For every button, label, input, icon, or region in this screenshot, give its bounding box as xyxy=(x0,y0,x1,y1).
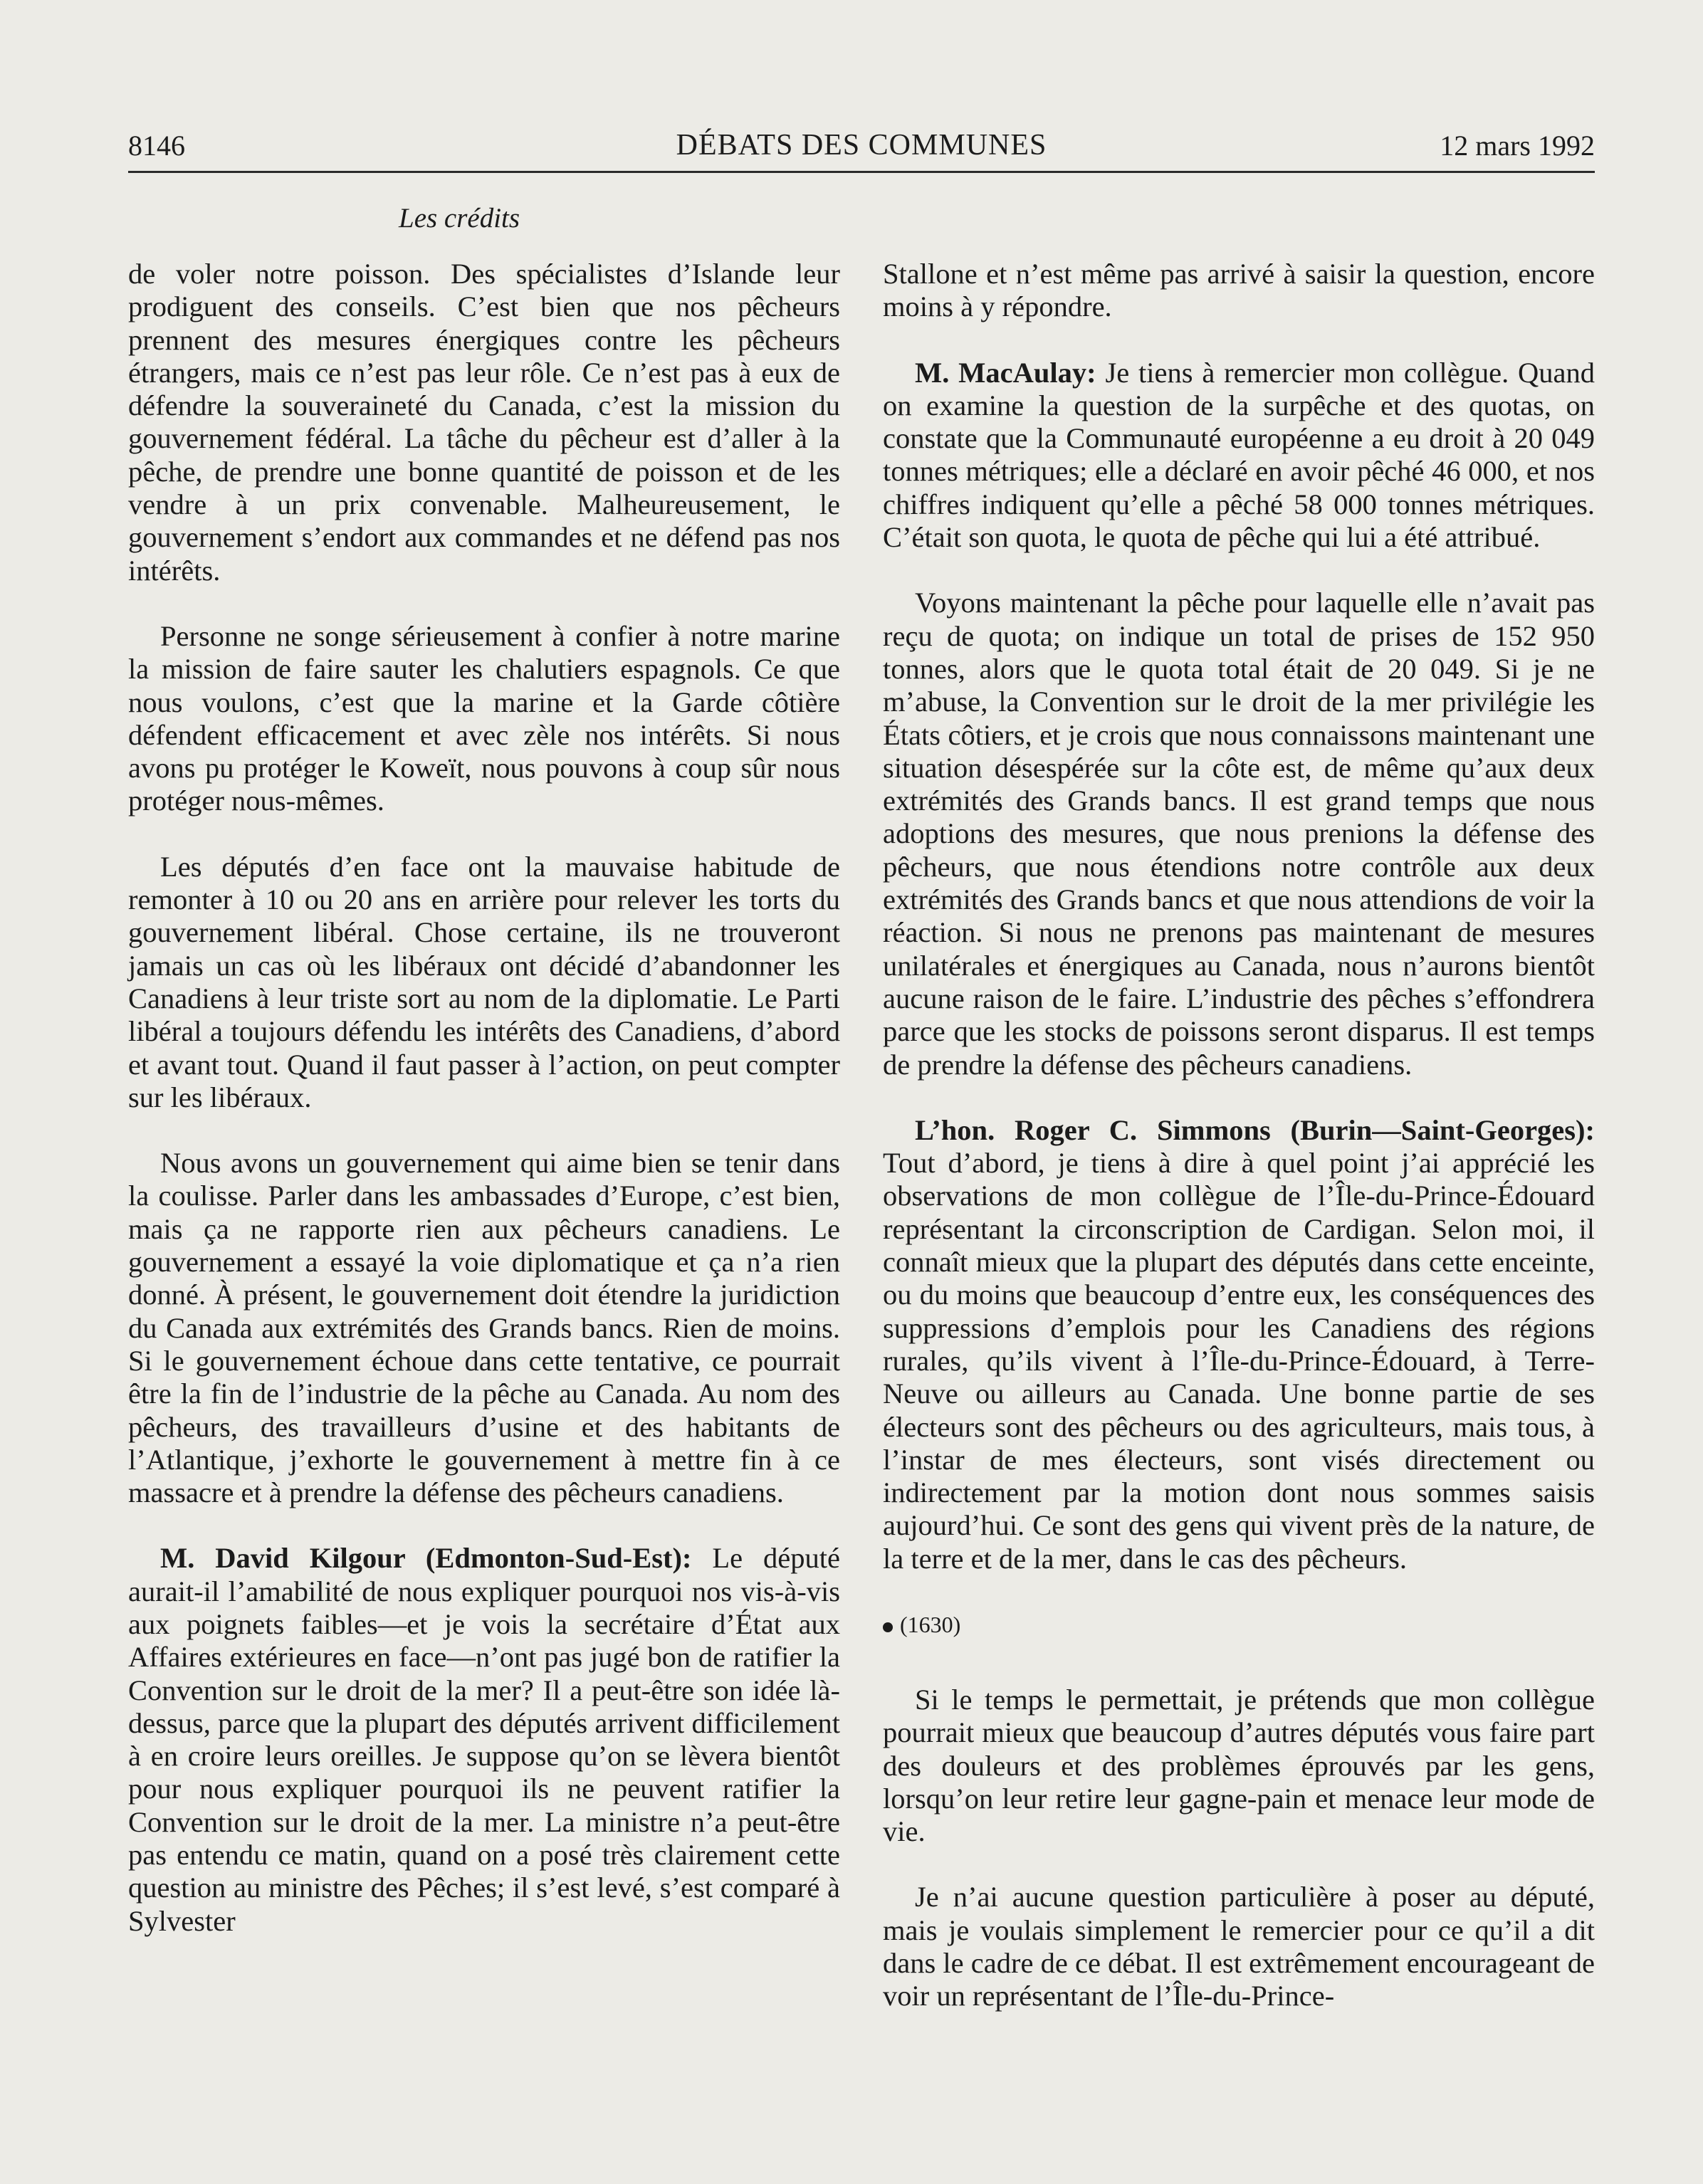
header-rule xyxy=(128,171,1595,173)
running-title: Les crédits xyxy=(399,203,520,233)
speaker-name: L’hon. Roger C. Simmons (Burin—Saint-Georges): xyxy=(915,1113,1595,1146)
paragraph: Si le temps le permettait, je prétends que mon collègue pourrait mieux que beaucoup d’autres députés vous faire part des douleurs et des problèmes éprouvés par les gens, lorsqu’on leur retire leur gagne-pain et menace leur mode de vie. xyxy=(883,1683,1595,1848)
page-header xyxy=(128,127,1595,168)
speech-text: Tout d’abord, je tiens à dire à quel point j’ai apprécié les observations de mon collègue de l’Île-du-Prince-Édouard représentant la circonscription de Cardigan. Selon moi, il connaît mieux que la plupart des députés dans cette enceinte, ou du moins que beaucoup d’entre eux, les conséquences des suppressions d’emplois pour les Canadiens des régions rurales, qu’ils vivent à l’Île-du-Prince-Édouard, à Terre-Neuve ou ailleurs au Canada. Une bonne partie de ses électeurs sont des pêcheurs ou des agriculteurs, mais tous, à l’instar de mes électeurs, sont visés directement ou indirectement par la motion dont nous sommes saisis aujourd’hui. Ce sont des gens qui vivent près de la nature, de la terre et de la mer, dans le cas des pêcheurs. xyxy=(883,1147,1595,1575)
right-column xyxy=(883,258,1595,2013)
paragraph: Personne ne songe sérieusement à confier à notre marine la mission de faire sauter les chalutiers espagnols. Ce que nous voulons, c’est que la marine et la Garde côtière défendent efficacement et avec zèle nos intérêts. Si nous avons pu protéger le Koweït, nous pouvons à coup sûr nous protéger nous-mêmes. xyxy=(128,619,840,817)
speaker-name: M. MacAulay: xyxy=(915,356,1096,389)
bullet-icon xyxy=(883,1622,893,1632)
paragraph xyxy=(128,1542,840,1938)
paragraph: de voler notre poisson. Des spécialistes d’Islande leur prodiguent des conseils. C’est bien que nos pêcheurs prennent des mesures énergiques contre les pêcheurs étrangers, mais ce n’est pas leur rôle. Ce n’est pas à eux de défendre la souveraineté du Canada, c’est la mission du gouvernement fédéral. La tâche du pêcheur est d’aller à la pêche, de prendre une bonne quantité de poisson et de les vendre à un prix convenable. Malheureusement, le gouvernement s’endort aux commandes et ne défend pas nos intérêts. xyxy=(128,258,840,587)
paragraph: Je n’ai aucune question particulière à poser au député, mais je voulais simplement le remercier pour ce qu’il a dit dans le cadre de ce débat. Il est extrêmement encourageant de voir un représentant de l’Île-du-Prince- xyxy=(883,1881,1595,2012)
time-marker xyxy=(883,1608,1595,1641)
time-marker-text: (1630) xyxy=(900,1611,961,1637)
paragraph: Voyons maintenant la pêche pour laquelle elle n’avait pas reçu de quota; on indique un total de prises de 152 950 tonnes, alors que le quota total était de 20 049. Si je ne m’abuse, la Convention sur le droit de la mer privilégie les États côtiers, et je crois que nous connaissons maintenant une situation désespérée sur la côte est, de même qu’aux deux extrémités des Grands bancs. Il est grand temps que nous adoptions des mesures, que nous prenions la défense des pêcheurs, que nous étendions notre contrôle aux deux extrémités des Grands bancs et que nous attendions de voir la réaction. Si nous ne prenons pas maintenant de mesures unilatérales et énergiques au Canada, nous n’aurons bientôt aucune raison de le faire. L’industrie des pêches s’effondrera parce que les stocks de poissons seront disparus. Il est temps de prendre la défense des pêcheurs canadiens. xyxy=(883,587,1595,1081)
speech-text: Le député aurait-il l’amabilité de nous expliquer pourquoi nos vis-à-vis aux poignets faibles—et je vois la secrétaire d’État aux Affaires extérieures en face—n’ont pas jugé bon de ratifier la Convention sur le droit de la mer? Il a peut-être son idée là-dessus, parce que la plupart des députés arrivent difficilement à en croire leurs oreilles. Je suppose qu’on se lèvera bientôt pour nous expliquer pourquoi ils ne peuvent ratifier la Convention sur le droit de la mer. La ministre n’a peut-être pas entendu ce matin, quand on a posé très clairement cette question au ministre des Pêches; il s’est levé, s’est comparé à Sylvester xyxy=(128,1542,840,1937)
paragraph xyxy=(883,357,1595,555)
paragraph xyxy=(883,1114,1595,1575)
page-number: 8146 xyxy=(128,130,185,162)
journal-title: DÉBATS DES COMMUNES xyxy=(676,129,1047,162)
paragraph: Stallone et n’est même pas arrivé à saisir la question, encore moins à y répondre. xyxy=(883,258,1595,323)
page-date: 12 mars 1992 xyxy=(1440,130,1595,162)
paragraph: Nous avons un gouvernement qui aime bien se tenir dans la coulisse. Parler dans les ambassades d’Europe, c’est bien, mais ça ne rapporte rien aux pêcheurs canadiens. Le gouvernement a essayé la voie diplomatique et ça n’a rien donné. À présent, le gouvernement doit étendre la juridiction du Canada aux extrémités des Grands bancs. Rien de moins. Si le gouvernement échoue dans cette tentative, ce pourrait être la fin de l’industrie de la pêche au Canada. Au nom des pêcheurs, des travailleurs d’usine et des habitants de l’Atlantique, j’exhorte le gouvernement à mettre fin à ce massacre et à prendre la défense des pêcheurs canadiens. xyxy=(128,1147,840,1509)
speech-text: Je tiens à remercier mon collègue. Quand on examine la question de la surpêche et des quotas, on constate que la Communauté européenne a eu droit à 20 049 tonnes métriques; elle a déclaré en avoir pêché 46 000, et nos chiffres indiquent qu’elle a pêché 58 000 tonnes métriques. C’était son quota, le quota de pêche qui lui a été attribué. xyxy=(883,356,1595,554)
paragraph: Les députés d’en face ont la mauvaise habitude de remonter à 10 ou 20 ans en arrière pour relever les torts du gouvernement libéral. Chose certaine, ils ne trouveront jamais un cas où les libéraux ont décidé d’abandonner les Canadiens à leur triste sort au nom de la diplomatie. Le Parti libéral a toujours défendu les intérêts des Canadiens, d’abord et avant tout. Quand il faut passer à l’action, on peut compter sur les libéraux. xyxy=(128,850,840,1113)
speaker-name: M. David Kilgour (Edmonton-Sud-Est): xyxy=(160,1542,692,1575)
left-column xyxy=(128,258,840,1938)
